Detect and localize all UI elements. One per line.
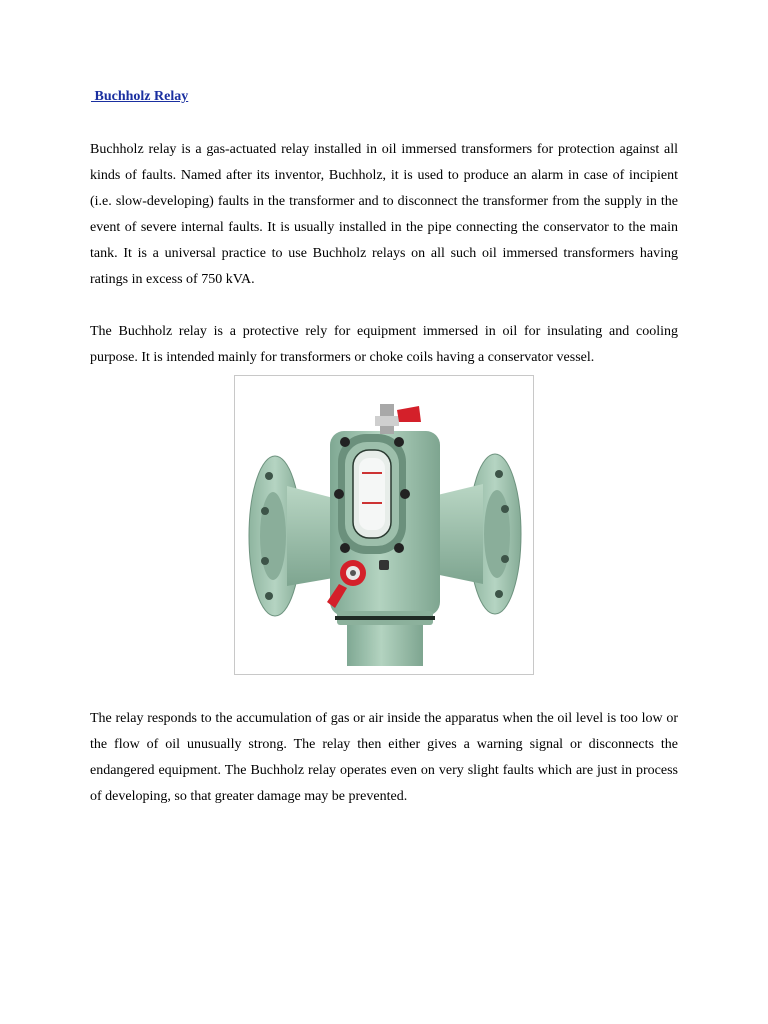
- paragraph-purpose: The Buchholz relay is a protective rely for equipment immersed in oil for insulating and cooling purpose. It is intended mainly for transformers or choke coils having a conservator vessel.: [90, 324, 678, 365]
- page-title[interactable]: Buchholz Relay: [91, 89, 189, 104]
- paragraph-intro: Buchholz relay is a gas-actuated relay installed in oil immersed transformers for protection against all kinds of faults. Named after its inventor, Buchholz, it is used to produce an alarm in case of incipient (i.e. slow-developing) faults in the transformer and to disconnect the transformer from the supply in the event of severe internal faults. It is usually installed in the pipe connecting the conservator to the main tank. It is a universal practice to use Buchholz relays on all such oil immersed transformers having ratings in excess of 750 kVA.: [90, 142, 678, 287]
- relay-figure: [234, 375, 534, 675]
- paragraph-operation: The relay responds to the accumulation of gas or air inside the apparatus when the oil level is too low or the flow of oil unusually strong. The relay then either gives a warning signal or disconnects the endangered equipment. The Buchholz relay operates even on very slight faults which are just in process of developing, so that greater damage may be prevented.: [90, 711, 678, 804]
- buchholz-relay-photo-icon: [235, 376, 533, 674]
